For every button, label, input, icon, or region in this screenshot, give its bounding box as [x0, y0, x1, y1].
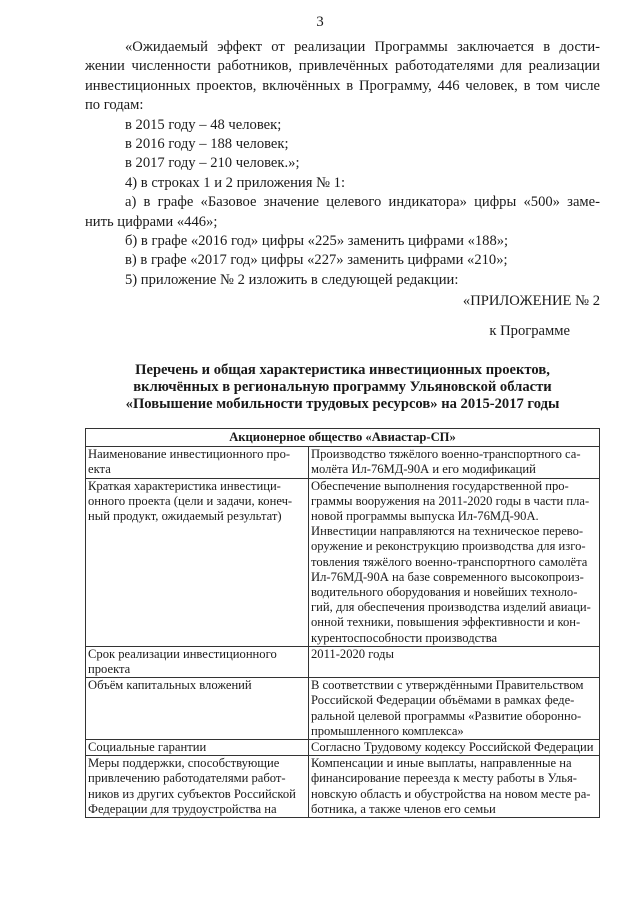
row-label-line: Меры поддержки, способствующие — [88, 756, 280, 771]
paragraph-line: жении численности работников, привлечённых работодателями для реализации — [85, 58, 600, 75]
row-label-line: Срок реализации инвестиционного — [88, 646, 277, 661]
row-label-line: Социальные гарантии — [88, 740, 207, 755]
row-value-line: гий, для обеспечения производства изделий авиаци- — [311, 600, 591, 615]
row-label-line: Краткая характеристика инвестици- — [88, 478, 281, 493]
body-text — [85, 38, 600, 341]
table-row — [86, 740, 600, 756]
row-value-line: водительного оборудования и новейших техноло- — [311, 585, 578, 600]
row-label-line: екта — [88, 462, 111, 477]
row-value — [309, 756, 600, 818]
row-value-line: новскую область и обустройства на новом месте ра- — [311, 786, 591, 801]
appendix-title: «ПРИЛОЖЕНИЕ № 2 — [462, 293, 600, 310]
paragraph-line: б) в графе «2016 год» цифры «225» заменить цифрами «188»; — [125, 233, 509, 250]
row-label-line: Объём капитальных вложений — [88, 678, 252, 693]
row-value-line: Инвестиции направляются на техническое перево- — [311, 524, 584, 539]
row-value-line: товления тяжёлого военно-транспортного самолёта — [311, 554, 588, 569]
row-value — [309, 447, 600, 478]
row-value-line: курентоспособности производства — [311, 630, 498, 645]
row-value-line: молёта Ил-76МД-90А и его модификаций — [311, 462, 536, 477]
row-value-line: Согласно Трудовому кодексу Российской Федерации — [311, 740, 594, 755]
row-label-line: ный продукт, ожидаемый результат) — [88, 509, 282, 524]
paragraph-line: в 2016 году – 188 человек; — [125, 136, 289, 153]
paragraph-line: по годам: — [85, 97, 144, 114]
company-name: Акционерное общество «Авиастар-СП» — [86, 429, 600, 447]
row-value-line: В соответствии с утверждёнными Правительством — [311, 678, 584, 693]
table-row — [86, 447, 600, 478]
list-title-line: Перечень и общая характеристика инвестиционных проектов, — [135, 362, 550, 378]
row-label-line: Федерации для трудоустройства на — [88, 801, 277, 816]
row-value-line: Производство тяжёлого военно-транспортного са- — [311, 447, 581, 462]
row-value — [309, 678, 600, 740]
row-label-line: онного проекта (цели и задачи, конеч- — [88, 493, 293, 508]
row-value-line: онной техники, повышения эффективности и кон- — [311, 615, 581, 630]
row-label-line: проекта — [88, 662, 131, 677]
row-value-line: граммы вооружения на 2011-2020 годы в части пла- — [311, 493, 590, 508]
paragraph-line: 4) в строках 1 и 2 приложения № 1: — [125, 174, 346, 191]
row-value-line: Обеспечение выполнения государственной про- — [311, 478, 569, 493]
row-value-line: Российской Федерации объёмами в рамках феде- — [311, 693, 575, 708]
list-title-line: включённых в региональную программу Ульяновской области — [133, 379, 552, 395]
row-label — [86, 756, 309, 818]
row-label — [86, 678, 309, 740]
row-value-line: Ил-76МД-90А на базе современного высокопроиз- — [311, 569, 584, 584]
paragraph-line: «Ожидаемый эффект от реализации Программы заключается в дости- — [125, 39, 600, 55]
row-value-line: 2011-2020 годы — [311, 646, 394, 661]
projects-table — [85, 428, 600, 818]
page-number: 3 — [316, 14, 324, 30]
row-label-line: привлечению работодателями работ- — [88, 771, 286, 786]
paragraph-line: нить цифрами «446»; — [85, 213, 218, 230]
row-label — [86, 447, 309, 478]
row-value — [309, 646, 600, 677]
row-value-line: ботника, а также членов его семьи — [311, 801, 496, 816]
row-label — [86, 740, 309, 756]
table-header-row — [86, 429, 600, 447]
row-value — [309, 478, 600, 646]
row-value-line: оружение и реконструкцию производства для изго- — [311, 539, 586, 554]
row-value-line: финансирование переезда к месту работы в Улья- — [311, 771, 577, 786]
row-label-line: ников из других субъектов Российской — [88, 786, 296, 801]
paragraph-line: инвестиционных проектов, включённых в Программу, 446 человек, в том числе — [85, 77, 600, 94]
table-row — [86, 678, 600, 740]
row-label-line: Наименование инвестиционного про- — [88, 447, 291, 462]
paragraph-line: а) в графе «Базовое значение целевого индикатора» цифры «500» заме- — [125, 194, 600, 211]
paragraph-line: 5) приложение № 2 изложить в следующей редакции: — [125, 271, 459, 288]
row-value-line: Компенсации и иные выплаты, направленные на — [311, 756, 572, 771]
row-label — [86, 646, 309, 677]
table-row — [86, 756, 600, 818]
table-row — [86, 646, 600, 677]
paragraph-line: в 2015 году – 48 человек; — [125, 116, 282, 133]
row-value-line: промышленного комплекса» — [311, 723, 464, 738]
list-title-line: «Повышение мобильности трудовых ресурсов» на 2015-2017 годы — [125, 396, 560, 412]
row-value — [309, 740, 600, 756]
appendix-subtitle: к Программе — [489, 322, 570, 339]
row-value-line: новой программы выпуска Ил-76МД-90А. — [311, 509, 539, 524]
paragraph-line: в 2017 году – 210 человек.»; — [125, 155, 300, 172]
paragraph-line: в) в графе «2017 год» цифры «227» заменить цифрами «210»; — [125, 252, 508, 269]
table-row — [86, 478, 600, 646]
row-label — [86, 478, 309, 646]
row-value-line: ральной целевой программы «Развитие оборонно- — [311, 708, 582, 723]
list-title — [85, 362, 600, 413]
